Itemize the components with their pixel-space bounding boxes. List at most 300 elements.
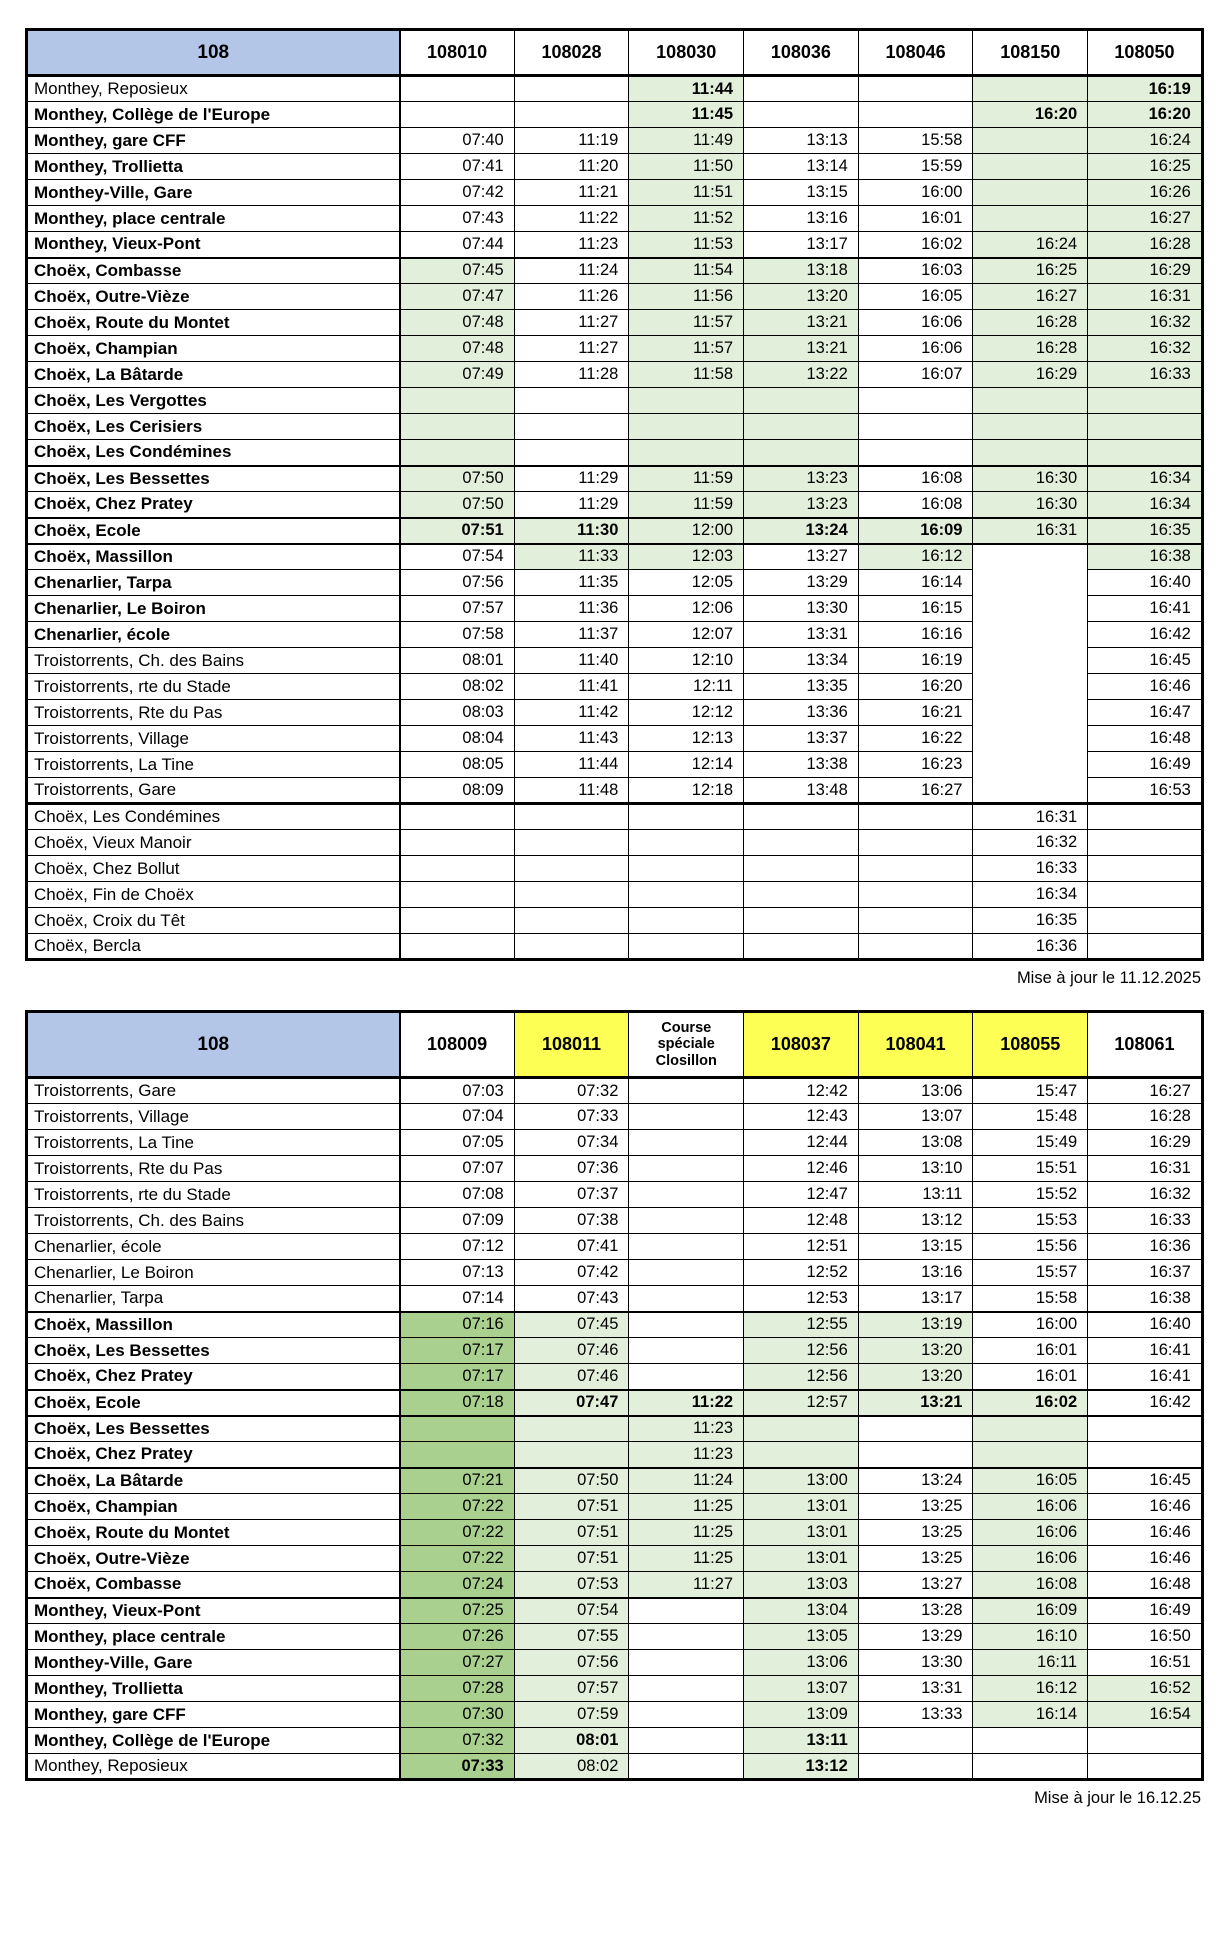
stop-row (27, 882, 1203, 908)
time-cell: 07:47 (400, 284, 515, 310)
time-cell: 13:01 (744, 1546, 859, 1572)
time-cell: 15:58 (858, 128, 973, 154)
time-cell (629, 1130, 744, 1156)
stop-row (27, 1312, 1203, 1338)
time-cell: 11:44 (629, 76, 744, 102)
time-cell: 11:24 (629, 1468, 744, 1494)
time-cell (1088, 1442, 1203, 1468)
stop-name: Choëx, Les Bessettes (27, 466, 400, 492)
time-cell: 07:46 (514, 1364, 629, 1390)
time-cell (973, 440, 1088, 466)
time-cell (629, 1338, 744, 1364)
time-cell: 16:31 (1088, 284, 1203, 310)
time-cell: 07:30 (400, 1702, 515, 1728)
stop-row (27, 76, 1203, 102)
stop-name: Troistorrents, Gare (27, 778, 400, 804)
time-cell: 07:44 (400, 232, 515, 258)
time-cell: 16:25 (1088, 154, 1203, 180)
time-cell (629, 1702, 744, 1728)
stop-row (27, 154, 1203, 180)
stop-name: Choëx, Fin de Choëx (27, 882, 400, 908)
time-cell (973, 206, 1088, 232)
stop-name: Troistorrents, rte du Stade (27, 1182, 400, 1208)
time-cell: 15:56 (973, 1234, 1088, 1260)
time-cell (858, 830, 973, 856)
stop-name: Choëx, Les Bessettes (27, 1338, 400, 1364)
stop-row (27, 258, 1203, 284)
time-cell: 13:24 (858, 1468, 973, 1494)
time-cell: 13:16 (744, 206, 859, 232)
stop-row (27, 440, 1203, 466)
time-cell: 07:07 (400, 1156, 515, 1182)
stop-row (27, 206, 1203, 232)
time-cell: 16:06 (858, 310, 973, 336)
time-cell: 11:33 (514, 544, 629, 570)
time-cell: 15:48 (973, 1104, 1088, 1130)
stop-name: Choëx, Les Bessettes (27, 1416, 400, 1442)
time-cell: 07:40 (400, 128, 515, 154)
time-cell: 12:55 (744, 1312, 859, 1338)
time-cell (973, 128, 1088, 154)
time-cell (629, 1728, 744, 1754)
time-cell (858, 934, 973, 960)
time-cell: 13:23 (744, 492, 859, 518)
time-cell: 16:12 (973, 1676, 1088, 1702)
time-cell (744, 908, 859, 934)
time-cell: 13:04 (744, 1598, 859, 1624)
time-cell: 11:52 (629, 206, 744, 232)
time-cell: 13:31 (858, 1676, 973, 1702)
time-cell: 13:20 (858, 1338, 973, 1364)
time-cell: 15:58 (973, 1286, 1088, 1312)
time-cell: 16:36 (1088, 1234, 1203, 1260)
time-cell: 12:13 (629, 726, 744, 752)
stop-row (27, 1286, 1203, 1312)
stop-name: Monthey, Vieux-Pont (27, 232, 400, 258)
time-cell: 13:25 (858, 1494, 973, 1520)
time-cell (744, 102, 859, 128)
time-cell: 11:37 (514, 622, 629, 648)
time-cell: 16:20 (858, 674, 973, 700)
time-cell: 13:29 (744, 570, 859, 596)
time-cell: 12:10 (629, 648, 744, 674)
stop-row (27, 934, 1203, 960)
stop-row (27, 388, 1203, 414)
stop-row (27, 1728, 1203, 1754)
time-cell: 16:53 (1088, 778, 1203, 804)
time-cell: 07:48 (400, 336, 515, 362)
stop-row (27, 648, 1203, 674)
time-cell: 12:57 (744, 1390, 859, 1416)
time-cell: 16:07 (858, 362, 973, 388)
time-cell (629, 1208, 744, 1234)
stop-name: Monthey, Reposieux (27, 1754, 400, 1780)
time-cell (400, 1442, 515, 1468)
stop-name: Monthey-Ville, Gare (27, 1650, 400, 1676)
time-cell: 11:20 (514, 154, 629, 180)
time-cell: 12:51 (744, 1234, 859, 1260)
stop-name: Choëx, Outre-Vièze (27, 1546, 400, 1572)
time-cell: 11:23 (629, 1442, 744, 1468)
time-cell: 11:40 (514, 648, 629, 674)
stop-row (27, 1546, 1203, 1572)
time-cell: 11:29 (514, 466, 629, 492)
time-cell: 08:01 (400, 648, 515, 674)
stop-name: Monthey, Trollietta (27, 1676, 400, 1702)
time-cell: 16:06 (973, 1520, 1088, 1546)
time-cell: 16:31 (973, 518, 1088, 544)
time-cell: 13:27 (744, 544, 859, 570)
time-cell: 07:32 (514, 1078, 629, 1104)
time-cell: 07:18 (400, 1390, 515, 1416)
time-cell (744, 1442, 859, 1468)
time-cell: 11:23 (629, 1416, 744, 1442)
route-number: 108 (27, 30, 400, 76)
stop-row (27, 908, 1203, 934)
time-cell: 07:48 (400, 310, 515, 336)
time-cell: 16:27 (1088, 206, 1203, 232)
time-cell: 16:46 (1088, 1546, 1203, 1572)
time-cell: 16:29 (1088, 258, 1203, 284)
time-cell: 07:03 (400, 1078, 515, 1104)
time-cell (400, 856, 515, 882)
time-cell: 07:34 (514, 1130, 629, 1156)
time-cell: 16:05 (858, 284, 973, 310)
time-cell: 12:48 (744, 1208, 859, 1234)
time-cell: 13:03 (744, 1572, 859, 1598)
time-cell: 16:26 (1088, 180, 1203, 206)
time-cell: 16:48 (1088, 726, 1203, 752)
stop-name: Choëx, Vieux Manoir (27, 830, 400, 856)
time-cell: 16:40 (1088, 1312, 1203, 1338)
time-cell: 12:18 (629, 778, 744, 804)
stop-name: Choëx, Outre-Vièze (27, 284, 400, 310)
time-cell: 16:31 (1088, 1156, 1203, 1182)
time-cell: 11:35 (514, 570, 629, 596)
stop-row (27, 1390, 1203, 1416)
time-cell (514, 830, 629, 856)
time-cell (400, 76, 515, 102)
time-cell (400, 414, 515, 440)
time-cell (1088, 1416, 1203, 1442)
time-cell (973, 180, 1088, 206)
stop-row (27, 414, 1203, 440)
time-cell (1088, 934, 1203, 960)
time-cell: 16:51 (1088, 1650, 1203, 1676)
time-cell (858, 1754, 973, 1780)
time-cell: 16:02 (973, 1390, 1088, 1416)
stop-row (27, 1416, 1203, 1442)
time-cell: 07:58 (400, 622, 515, 648)
time-cell: 15:57 (973, 1260, 1088, 1286)
stop-name: Troistorrents, Rte du Pas (27, 1156, 400, 1182)
time-cell (744, 440, 859, 466)
time-cell: 16:46 (1088, 1494, 1203, 1520)
stop-name: Choëx, Les Condémines (27, 440, 400, 466)
time-cell (973, 622, 1088, 648)
time-cell (1088, 1754, 1203, 1780)
time-cell (400, 388, 515, 414)
time-cell: 13:05 (744, 1624, 859, 1650)
time-cell: 07:13 (400, 1260, 515, 1286)
time-cell: 07:51 (514, 1546, 629, 1572)
time-cell (744, 804, 859, 830)
trip-column-header: 108010 (400, 30, 515, 76)
time-cell: 07:57 (400, 596, 515, 622)
stop-row (27, 102, 1203, 128)
trip-column-header: 108030 (629, 30, 744, 76)
time-cell (629, 388, 744, 414)
time-cell (514, 414, 629, 440)
time-cell: 07:33 (514, 1104, 629, 1130)
time-cell: 12:44 (744, 1130, 859, 1156)
stop-name: Choëx, Route du Montet (27, 310, 400, 336)
time-cell: 13:31 (744, 622, 859, 648)
stop-name: Chenarlier, école (27, 622, 400, 648)
time-cell: 16:15 (858, 596, 973, 622)
stop-row (27, 1364, 1203, 1390)
time-cell: 12:56 (744, 1364, 859, 1390)
time-cell: 16:05 (973, 1468, 1088, 1494)
time-cell: 16:08 (858, 466, 973, 492)
time-cell: 13:27 (858, 1572, 973, 1598)
stop-name: Troistorrents, Ch. des Bains (27, 1208, 400, 1234)
time-cell (744, 414, 859, 440)
stop-name: Monthey, Collège de l'Europe (27, 102, 400, 128)
time-cell: 11:25 (629, 1494, 744, 1520)
stop-row (27, 622, 1203, 648)
time-cell: 16:33 (1088, 1208, 1203, 1234)
stop-row (27, 1754, 1203, 1780)
time-cell: 12:14 (629, 752, 744, 778)
time-cell: 16:28 (1088, 1104, 1203, 1130)
time-cell: 07:21 (400, 1468, 515, 1494)
stop-row (27, 518, 1203, 544)
stop-row (27, 1208, 1203, 1234)
time-cell: 11:45 (629, 102, 744, 128)
time-cell (514, 882, 629, 908)
time-cell (514, 102, 629, 128)
stop-name: Monthey, place centrale (27, 206, 400, 232)
time-cell (1088, 830, 1203, 856)
time-cell: 16:49 (1088, 1598, 1203, 1624)
time-cell (514, 804, 629, 830)
time-cell: 07:22 (400, 1494, 515, 1520)
time-cell: 12:12 (629, 700, 744, 726)
time-cell: 16:27 (1088, 1078, 1203, 1104)
time-cell: 11:22 (629, 1390, 744, 1416)
stop-row (27, 1650, 1203, 1676)
time-cell: 11:27 (514, 310, 629, 336)
time-cell (629, 934, 744, 960)
time-cell: 16:27 (858, 778, 973, 804)
time-cell: 07:45 (400, 258, 515, 284)
time-cell: 16:00 (858, 180, 973, 206)
time-cell: 13:17 (858, 1286, 973, 1312)
time-cell: 16:29 (1088, 1130, 1203, 1156)
time-cell: 12:46 (744, 1156, 859, 1182)
time-cell (1088, 440, 1203, 466)
time-cell: 16:30 (973, 492, 1088, 518)
trip-column-header: Course spéciale Closillon (629, 1012, 744, 1078)
time-cell: 16:28 (973, 336, 1088, 362)
stop-row (27, 180, 1203, 206)
time-cell: 12:42 (744, 1078, 859, 1104)
time-cell: 08:02 (514, 1754, 629, 1780)
time-cell: 15:53 (973, 1208, 1088, 1234)
time-cell (973, 596, 1088, 622)
time-cell: 16:22 (858, 726, 973, 752)
time-cell: 16:41 (1088, 1364, 1203, 1390)
time-cell: 07:49 (400, 362, 515, 388)
time-cell (1088, 882, 1203, 908)
time-cell (858, 1442, 973, 1468)
stop-row (27, 1624, 1203, 1650)
time-cell (858, 1416, 973, 1442)
time-cell: 07:51 (514, 1494, 629, 1520)
time-cell: 16:48 (1088, 1572, 1203, 1598)
time-cell: 16:28 (973, 310, 1088, 336)
time-cell: 12:00 (629, 518, 744, 544)
time-cell: 07:53 (514, 1572, 629, 1598)
time-cell: 07:54 (514, 1598, 629, 1624)
time-cell: 07:27 (400, 1650, 515, 1676)
stop-name: Choëx, Ecole (27, 1390, 400, 1416)
time-cell (858, 388, 973, 414)
time-cell: 15:49 (973, 1130, 1088, 1156)
stop-name: Troistorrents, rte du Stade (27, 674, 400, 700)
stop-name: Choëx, Massillon (27, 544, 400, 570)
time-cell: 07:50 (400, 466, 515, 492)
time-cell (973, 388, 1088, 414)
time-cell: 11:24 (514, 258, 629, 284)
time-cell (973, 1416, 1088, 1442)
stop-row (27, 804, 1203, 830)
time-cell: 11:27 (629, 1572, 744, 1598)
time-cell: 07:24 (400, 1572, 515, 1598)
time-cell: 15:52 (973, 1182, 1088, 1208)
stop-row (27, 284, 1203, 310)
time-cell (1088, 856, 1203, 882)
stop-row (27, 492, 1203, 518)
time-cell: 07:46 (514, 1338, 629, 1364)
time-cell: 12:07 (629, 622, 744, 648)
time-cell (973, 674, 1088, 700)
time-cell: 16:20 (1088, 102, 1203, 128)
time-cell: 16:41 (1088, 1338, 1203, 1364)
time-cell: 07:38 (514, 1208, 629, 1234)
time-cell (1088, 908, 1203, 934)
time-cell (514, 934, 629, 960)
time-cell (400, 934, 515, 960)
time-cell: 13:23 (744, 466, 859, 492)
stop-name: Choëx, Ecole (27, 518, 400, 544)
time-cell: 13:24 (744, 518, 859, 544)
time-cell (400, 804, 515, 830)
stop-name: Monthey, Vieux-Pont (27, 1598, 400, 1624)
time-cell: 13:09 (744, 1702, 859, 1728)
time-cell: 16:32 (973, 830, 1088, 856)
stop-row (27, 128, 1203, 154)
time-cell (629, 1182, 744, 1208)
time-cell: 11:50 (629, 154, 744, 180)
time-cell: 07:16 (400, 1312, 515, 1338)
time-cell (744, 856, 859, 882)
time-cell (858, 1728, 973, 1754)
trip-column-header: 108009 (400, 1012, 515, 1078)
time-cell: 16:03 (858, 258, 973, 284)
time-cell (629, 1156, 744, 1182)
time-cell: 13:13 (744, 128, 859, 154)
time-cell: 16:27 (973, 284, 1088, 310)
time-cell: 13:29 (858, 1624, 973, 1650)
time-cell (858, 804, 973, 830)
time-cell: 13:33 (858, 1702, 973, 1728)
stop-row (27, 856, 1203, 882)
stop-row (27, 1468, 1203, 1494)
time-cell (629, 1078, 744, 1104)
time-cell: 07:08 (400, 1182, 515, 1208)
time-cell: 16:35 (1088, 518, 1203, 544)
time-cell (1088, 804, 1203, 830)
time-cell (400, 102, 515, 128)
time-cell: 07:37 (514, 1182, 629, 1208)
time-cell: 07:47 (514, 1390, 629, 1416)
time-cell: 07:59 (514, 1702, 629, 1728)
time-cell: 16:08 (973, 1572, 1088, 1598)
stop-row (27, 466, 1203, 492)
time-cell: 07:51 (400, 518, 515, 544)
stop-name: Troistorrents, Village (27, 1104, 400, 1130)
time-cell: 16:33 (973, 856, 1088, 882)
trip-column-header: 108061 (1088, 1012, 1203, 1078)
time-cell: 07:57 (514, 1676, 629, 1702)
stop-row (27, 778, 1203, 804)
time-cell (973, 1728, 1088, 1754)
time-cell: 13:15 (744, 180, 859, 206)
time-cell (973, 154, 1088, 180)
stop-name: Chenarlier, Le Boiron (27, 596, 400, 622)
time-cell: 16:01 (973, 1338, 1088, 1364)
time-cell (400, 830, 515, 856)
time-cell: 13:34 (744, 648, 859, 674)
time-cell (514, 1416, 629, 1442)
time-cell: 07:14 (400, 1286, 515, 1312)
time-cell: 16:21 (858, 700, 973, 726)
time-cell: 13:19 (858, 1312, 973, 1338)
stop-name: Choëx, Combasse (27, 258, 400, 284)
time-cell: 08:03 (400, 700, 515, 726)
stop-row (27, 1104, 1203, 1130)
time-cell: 11:25 (629, 1520, 744, 1546)
time-cell: 16:10 (973, 1624, 1088, 1650)
time-cell: 11:25 (629, 1546, 744, 1572)
time-cell (973, 1754, 1088, 1780)
time-cell: 11:19 (514, 128, 629, 154)
time-cell (514, 388, 629, 414)
time-cell: 16:19 (1088, 76, 1203, 102)
time-cell: 12:06 (629, 596, 744, 622)
stop-name: Chenarlier, Tarpa (27, 1286, 400, 1312)
time-cell: 07:32 (400, 1728, 515, 1754)
time-cell: 15:59 (858, 154, 973, 180)
stop-row (27, 1182, 1203, 1208)
stop-row (27, 1156, 1203, 1182)
time-cell: 16:24 (1088, 128, 1203, 154)
time-cell (400, 1416, 515, 1442)
time-cell: 11:54 (629, 258, 744, 284)
time-cell (629, 440, 744, 466)
